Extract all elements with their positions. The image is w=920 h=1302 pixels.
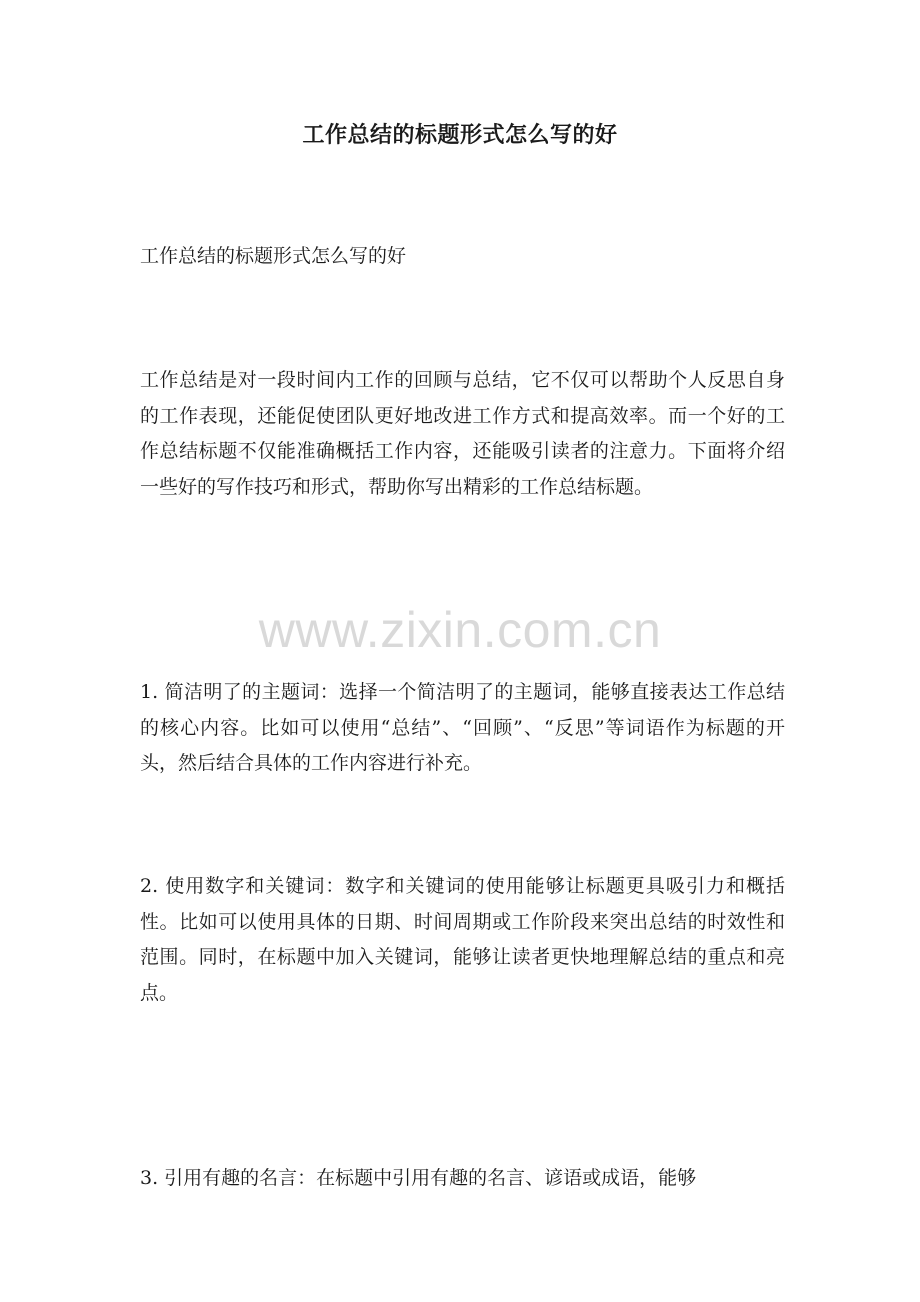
watermark: www.zixin.com.cn <box>258 602 662 658</box>
tip-paragraph-2: 2. 使用数字和关键词：数字和关键词的使用能够让标题更具吸引力和概括性。比如可以使用具体的日期、时间周期或工作阶段来突出总结的时效性和范围。同时，在标题中加入关键词，能够让读者更快地理解总结的重点和亮点。 <box>140 875 785 1004</box>
intro-paragraph: 工作总结是对一段时间内工作的回顾与总结，它不仅可以帮助个人反思自身的工作表现，还能促使团队更好地改进工作方式和提高效率。而一个好的工作总结标题不仅能准确概括工作内容，还能吸引读者的注意力。下面将介绍一些好的写作技巧和形式，帮助你写出精彩的工作总结标题。 <box>140 369 785 498</box>
tip-paragraph-3: 3. 引用有趣的名言：在标题中引用有趣的名言、谚语或成语，能够 <box>140 1167 697 1189</box>
page-title: 工作总结的标题形式怎么写的好 <box>302 122 618 148</box>
document-subtitle: 工作总结的标题形式怎么写的好 <box>140 245 407 267</box>
tip-paragraph-1: 1. 简洁明了的主题词：选择一个简洁明了的主题词，能够直接表达工作总结的核心内容。比如可以使用“总结”、“回顾”、“反思”等词语作为标题的开头，然后结合具体的工作内容进行补充。 <box>140 681 785 774</box>
